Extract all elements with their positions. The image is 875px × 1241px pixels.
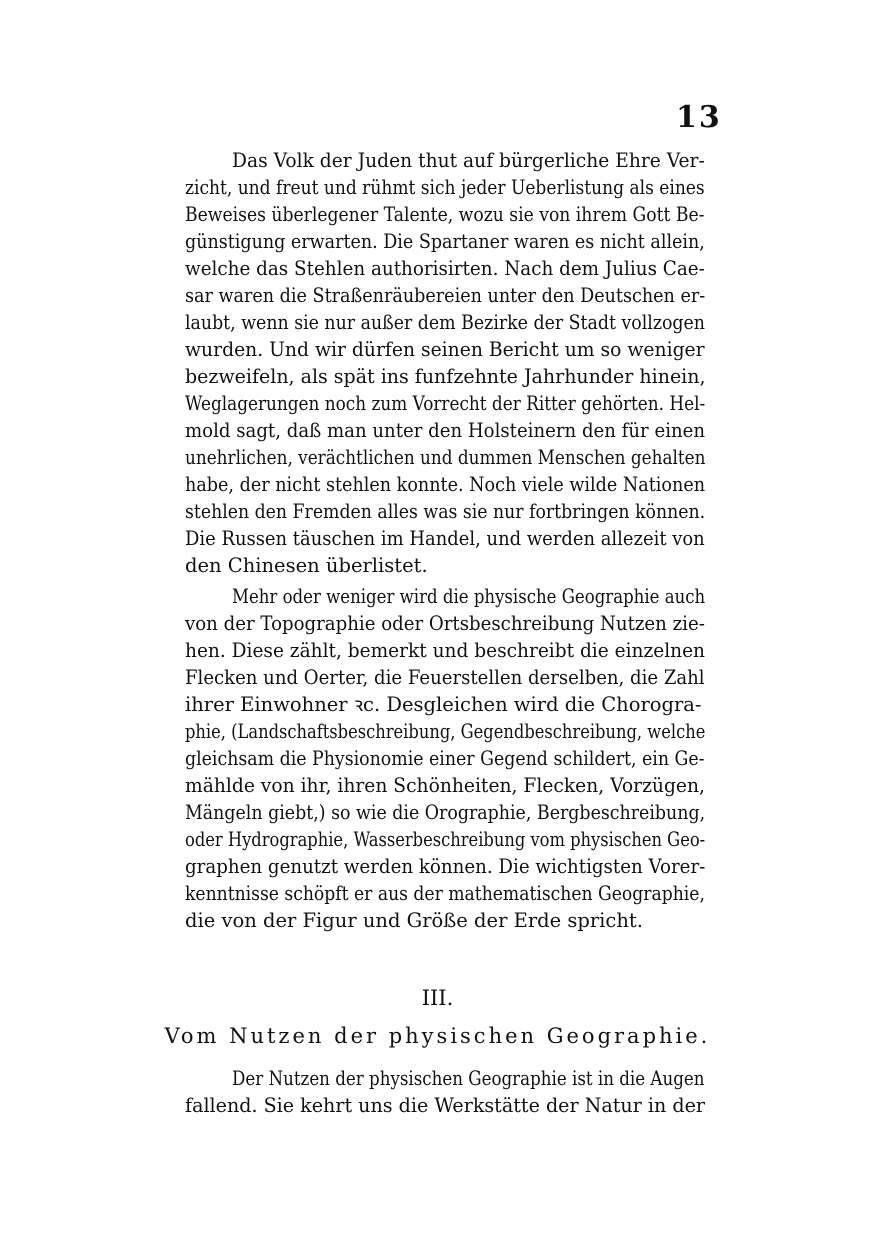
text-line: habe, der nicht stehlen konnte. Noch viele wilde Nationen xyxy=(185,473,706,496)
text-line: Flecken und Oerter, die Feuerstellen derselben, die Zahl xyxy=(185,666,705,689)
text-line: welche das Stehlen authorisirten. Nach dem Julius Cae- xyxy=(185,257,705,280)
text-line: unehrlichen, verächtlichen und dummen Menschen gehalten xyxy=(185,446,706,469)
text-line: sar waren die Straßenräubereien unter den Deutschen er- xyxy=(185,284,706,307)
text-line: von der Topographie oder Ortsbeschreibung Nutzen zie- xyxy=(185,612,705,635)
text-line: fallend. Sie kehrt uns die Werkstätte der Natur in der xyxy=(185,1094,706,1117)
text-line: Das Volk der Juden thut auf bürgerliche Ehre Ver- xyxy=(232,149,705,172)
text-line: graphen genutzt werden können. Die wichtigsten Vorer- xyxy=(185,855,706,878)
text-line: wurden. Und wir dürfen seinen Bericht um so weniger xyxy=(185,338,705,361)
section-number: III. xyxy=(421,986,454,1010)
text-line: ihrer Einwohner ꝛc. Desgleichen wird die Chorogra- xyxy=(185,693,702,716)
text-line: oder Hydrographie, Wasserbeschreibung vom physischen Geo- xyxy=(185,828,706,851)
text-line: kenntnisse schöpft er aus der mathematischen Geographie, xyxy=(185,882,705,905)
text-line: laubt, wenn sie nur außer dem Bezirke der Stadt vollzogen xyxy=(185,311,705,334)
text-line: Der Nutzen der physischen Geographie ist in die Augen xyxy=(232,1067,705,1090)
text-line: mählde von ihr, ihren Schönheiten, Flecken, Vorzügen, xyxy=(185,774,705,797)
text-line: stehlen den Fremden alles was sie nur fortbringen können. xyxy=(185,500,706,523)
text-line: hen. Diese zählt, bemerkt und beschreibt die einzelnen xyxy=(185,639,706,662)
text-line: zicht, und freut und rühmt sich jeder Ueberlistung als eines xyxy=(185,176,705,199)
text-line: Beweises überlegener Talente, wozu sie von ihrem Gott Be- xyxy=(185,203,705,226)
text-line: Mehr oder weniger wird die physische Geographie auch xyxy=(232,585,706,608)
text-line: phie, (Landschaftsbeschreibung, Gegendbeschreibung, welche xyxy=(185,720,706,743)
text-line: Weglagerungen noch zum Vorrecht der Ritter gehörten. Hel- xyxy=(185,392,706,415)
page-number: 13 xyxy=(676,100,722,135)
text-line: Die Russen täuschen im Handel, und werden allezeit von xyxy=(185,527,705,550)
text-line: günstigung erwarten. Die Spartaner waren es nicht allein, xyxy=(185,230,705,253)
text-line: mold sagt, daß man unter den Holsteinern den für einen xyxy=(185,419,706,442)
text-line: die von der Figur und Größe der Erde spricht. xyxy=(185,909,643,932)
text-line: den Chinesen überlistet. xyxy=(185,554,428,577)
text-line: gleichsam die Physionomie einer Gegend schildert, ein Ge- xyxy=(185,747,705,770)
section-title: Vom Nutzen der physischen Geographie. xyxy=(164,1024,711,1048)
text-line: bezweifeln, als spät ins funfzehnte Jahrhunder hinein, xyxy=(185,365,706,388)
text-line: Mängeln giebt,) so wie die Orographie, Bergbeschreibung, xyxy=(185,801,706,824)
